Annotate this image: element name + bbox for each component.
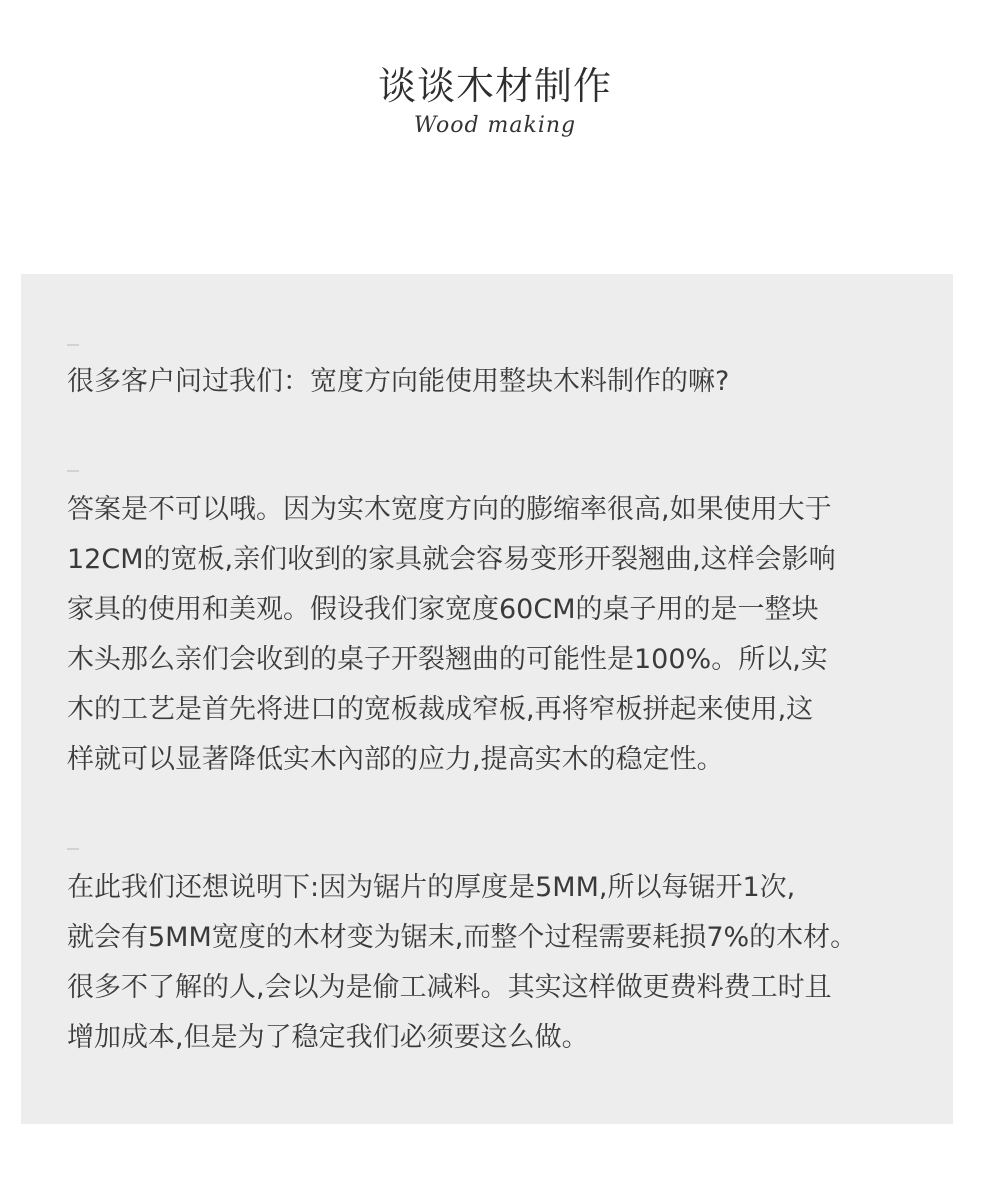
paragraph-line: 答案是不可以哦。因为实木宽度方向的膨缩率很高,如果使用大于 [67,494,832,525]
page-title: 谈谈木材制作 [377,64,612,108]
paragraph-line: 木头那么亲们会收到的桌子开裂翘曲的可能性是100%。所以,实 [67,644,828,675]
paragraph-line: 就会有5MM宽度的木材变为锯末,而整个过程需要耗损7%的木材。 [67,922,858,953]
paragraph-line: 12CM的宽板,亲们收到的家具就会容易变形开裂翘曲,这样会影响 [67,544,836,575]
question-paragraph [67,357,947,407]
paragraph-line: 很多不了解的人,会以为是偷工减料。其实这样做更费料费工时且 [67,972,832,1003]
page-subtitle: Wood making [413,113,577,138]
paragraph-line: 增加成本,但是为了稳定我们必须要这么做。 [67,1022,589,1053]
page-header [0,62,990,140]
paragraph-line: 样就可以显著降低实木內部的应力,提高实木的稳定性。 [67,744,724,775]
content-panel [21,274,953,1124]
section-divider-dash [67,848,79,850]
question-section [67,344,947,407]
explanation-paragraph [67,863,947,1063]
section-divider-dash [67,470,79,472]
section-divider-dash [67,344,79,346]
paragraph-line: 家具的使用和美观。假设我们家宽度60CM的桌子用的是一整块 [67,594,819,625]
explanation-section [67,848,947,1063]
answer-section [67,470,947,785]
answer-paragraph [67,485,947,785]
paragraph-line: 很多客户问过我们：宽度方向能使用整块木料制作的嘛? [67,366,730,397]
paragraph-line: 在此我们还想说明下:因为锯片的厚度是5MM,所以每锯开1次, [67,872,796,903]
paragraph-line: 木的工艺是首先将进口的宽板裁成窄板,再将窄板拼起来使用,这 [67,694,814,725]
